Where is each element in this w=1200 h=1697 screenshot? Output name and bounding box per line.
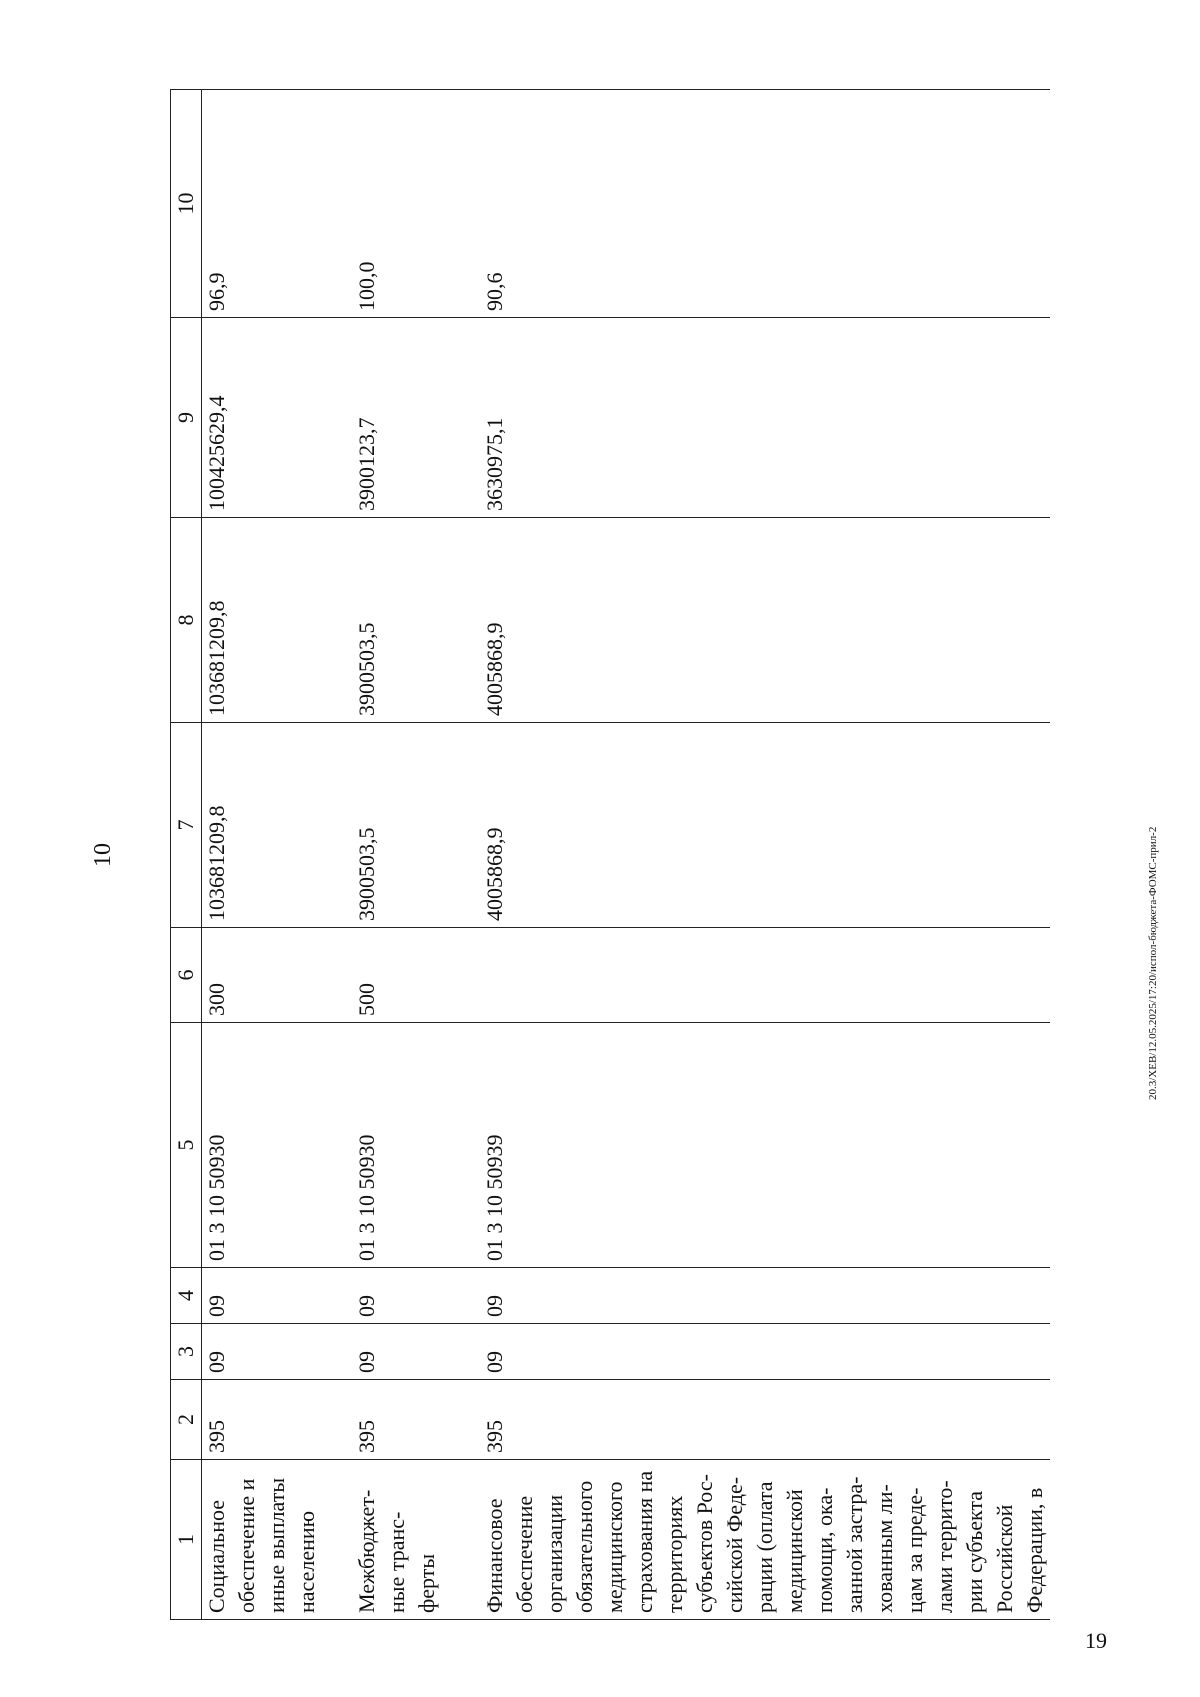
table-row <box>352 90 480 1620</box>
column-header: 3 <box>171 1324 202 1380</box>
cell-value-7: 103681209,8 <box>202 723 353 928</box>
page-number-top: 10 <box>90 843 116 867</box>
cell-code-2: 395 <box>480 1380 1050 1460</box>
row-name: Межбюджет-ные транс-ферты <box>352 1460 480 1620</box>
cell-code-3: 09 <box>202 1324 353 1380</box>
header-row <box>171 90 202 1620</box>
cell-value-9: 100425629,4 <box>202 318 353 518</box>
column-header: 9 <box>171 318 202 518</box>
column-header: 2 <box>171 1380 202 1460</box>
column-header: 8 <box>171 518 202 723</box>
cell-value-7: 3900503,5 <box>352 723 480 928</box>
cell-value-9: 3630975,1 <box>480 318 1050 518</box>
footer-code <box>1145 80 1175 1180</box>
cell-code-2: 395 <box>202 1380 353 1460</box>
cell-percent-10: 100,0 <box>352 90 480 318</box>
cell-code-6: 500 <box>352 928 480 1023</box>
column-header: 7 <box>171 723 202 928</box>
budget-table <box>170 89 1050 1620</box>
cell-code-5: 01 3 10 50939 <box>480 1023 1050 1268</box>
page-number-corner: 19 <box>1085 1628 1107 1653</box>
column-header: 4 <box>171 1268 202 1324</box>
cell-code-3: 09 <box>480 1324 1050 1380</box>
footer-code-text: 20.3/XEB/12.05.2025/17:20/испол-бюджета-ФОМС-прил-2 <box>1147 826 1159 1100</box>
cell-value-8: 3900503,5 <box>352 518 480 723</box>
cell-code-6 <box>480 928 1050 1023</box>
cell-code-5: 01 3 10 50930 <box>202 1023 353 1268</box>
row-name: Социальное обеспечение и иные выплаты населению <box>202 1460 353 1620</box>
rotated-page-content <box>90 90 1047 1620</box>
cell-code-6: 300 <box>202 928 353 1023</box>
table-row <box>480 90 1050 1620</box>
cell-code-4: 09 <box>202 1268 353 1324</box>
cell-value-9: 3900123,7 <box>352 318 480 518</box>
column-header: 5 <box>171 1023 202 1268</box>
cell-value-8: 103681209,8 <box>202 518 353 723</box>
row-name: Финансовое обеспечение организации обязательного медицинского страхования на территориях субъектов Рос-сийской Феде-рации (оплата медицинской помощи, ока-занной застра-хованным ли-цам за преде-лами террито-рии субъекта Российской Федерации, в <box>480 1460 1050 1620</box>
cell-percent-10: 96,9 <box>202 90 353 318</box>
cell-code-2: 395 <box>352 1380 480 1460</box>
cell-percent-10: 90,6 <box>480 90 1050 318</box>
cell-code-4: 09 <box>480 1268 1050 1324</box>
column-header: 6 <box>171 928 202 1023</box>
cell-code-3: 09 <box>352 1324 480 1380</box>
column-header: 10 <box>171 90 202 318</box>
cell-value-7: 4005868,9 <box>480 723 1050 928</box>
cell-code-4: 09 <box>352 1268 480 1324</box>
column-header: 1 <box>171 1460 202 1620</box>
table-row <box>202 90 353 1620</box>
cell-code-5: 01 3 10 50930 <box>352 1023 480 1268</box>
cell-value-8: 4005868,9 <box>480 518 1050 723</box>
